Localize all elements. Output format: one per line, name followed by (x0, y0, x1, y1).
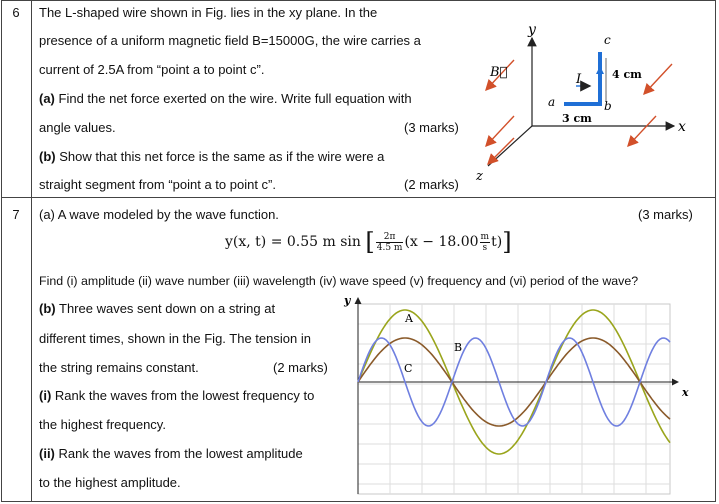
q6-part-b-marks: (2 marks) (404, 177, 459, 192)
x-axis-label: x (678, 119, 686, 135)
current-arrow-icon (596, 66, 604, 74)
q7-sub-ii-label: (ii) (39, 446, 55, 461)
fraction-denominator: 4.5 m (376, 242, 403, 253)
equation-lhs: y(x, t) = 0.55 m sin (225, 234, 361, 250)
q6-part-a-line-2: angle values. (39, 120, 116, 135)
question-6-number: 6 (12, 5, 20, 20)
q7-sub-i (39, 388, 314, 404)
field-arrow (628, 116, 656, 146)
vertical-length-label: 4 cm (612, 68, 642, 81)
unit-denominator: s (482, 242, 488, 253)
q6-line-1: The L-shaped wire shown in Fig. lies in the xy plane. In the (39, 5, 378, 20)
q6-part-b-label: (b) (39, 149, 56, 164)
question-7-number: 7 (12, 207, 20, 222)
q6-part-a-label: (a) (39, 91, 55, 106)
point-c-label: c (604, 33, 611, 47)
wave-x-axis-label: x (682, 386, 689, 399)
open-bracket: [ (365, 228, 375, 256)
wave-a-label: A (405, 312, 413, 325)
q6-part-a-text: Find the net force exerted on the wire. Write full equation with (58, 91, 412, 106)
q7-part-b-marks: (2 marks) (273, 360, 328, 375)
point-b-label: b (604, 99, 612, 113)
q7-part-b-text: Three waves sent down on a string at (59, 301, 276, 316)
z-axis (488, 126, 532, 166)
q7-part-a-marks: (3 marks) (638, 207, 693, 222)
q7-sub-ii-text: Rank the waves from the lowest amplitude (58, 446, 303, 461)
unit-numerator: m (480, 231, 490, 242)
q7-sub-i-label: (i) (39, 388, 52, 403)
q7-sub-ii (39, 446, 303, 462)
q6-part-a-marks: (3 marks) (404, 120, 459, 135)
q7-sub-i-line-2: the highest frequency. (39, 417, 166, 432)
field-arrow (644, 64, 672, 94)
l-shaped-wire (564, 52, 600, 104)
plot-frame (358, 304, 670, 494)
y-axis-label: y (528, 22, 536, 38)
q7-part-b-label: (b) (39, 301, 56, 316)
wave-b-label: B (454, 341, 463, 354)
q7-find-line: Find (i) amplitude (ii) wave number (iii) wavelength (iv) wave speed (v) frequency and (vi) period of the wave? (39, 274, 639, 288)
three-waves-figure (338, 290, 704, 500)
wave-c-label: C (404, 362, 413, 375)
equation-unit-fraction (480, 232, 491, 253)
q6-line-2: presence of a uniform magnetic field B=15000G, the wire carries a (39, 33, 421, 48)
gridlines (358, 304, 670, 494)
point-a-label: a (548, 95, 556, 109)
q7-part-b (39, 301, 275, 317)
q6-line-3: current of 2.5A from “point a to point c”. (39, 62, 265, 77)
row-divider (1, 197, 716, 198)
q7-part-b-line-2: different times, shown in the Fig. The tension in (39, 331, 311, 346)
z-axis-label: z (476, 169, 483, 184)
field-label: B⃗ (490, 65, 508, 80)
q7-part-a: (a) A wave modeled by the wave function. (39, 207, 279, 222)
equation-end: t) (491, 234, 503, 250)
q6-part-b-line-2: straight segment from “point a to point c”. (39, 177, 276, 192)
q7-part-b-line-3: the string remains constant. (39, 360, 199, 375)
q7-sub-i-text: Rank the waves from the lowest frequency to (54, 388, 315, 403)
number-column-divider (31, 0, 32, 502)
fraction-numerator: 2π (376, 232, 404, 243)
q6-part-b (39, 149, 384, 165)
close-bracket: ] (502, 228, 512, 256)
q6-part-b-text: Show that this net force is the same as if the wire were a (59, 149, 385, 164)
current-label: I (576, 72, 582, 87)
equation-middle: (x − 18.00 (404, 234, 479, 250)
equation-fraction (376, 232, 404, 253)
wave-function-equation (225, 228, 512, 256)
q7-sub-ii-line-2: to the highest amplitude. (39, 475, 181, 490)
field-arrow (488, 138, 514, 164)
wave-y-axis-label: y (344, 294, 351, 307)
l-shaped-wire-figure (472, 18, 712, 194)
horizontal-length-label: 3 cm (562, 112, 592, 125)
q6-part-a (39, 91, 412, 107)
